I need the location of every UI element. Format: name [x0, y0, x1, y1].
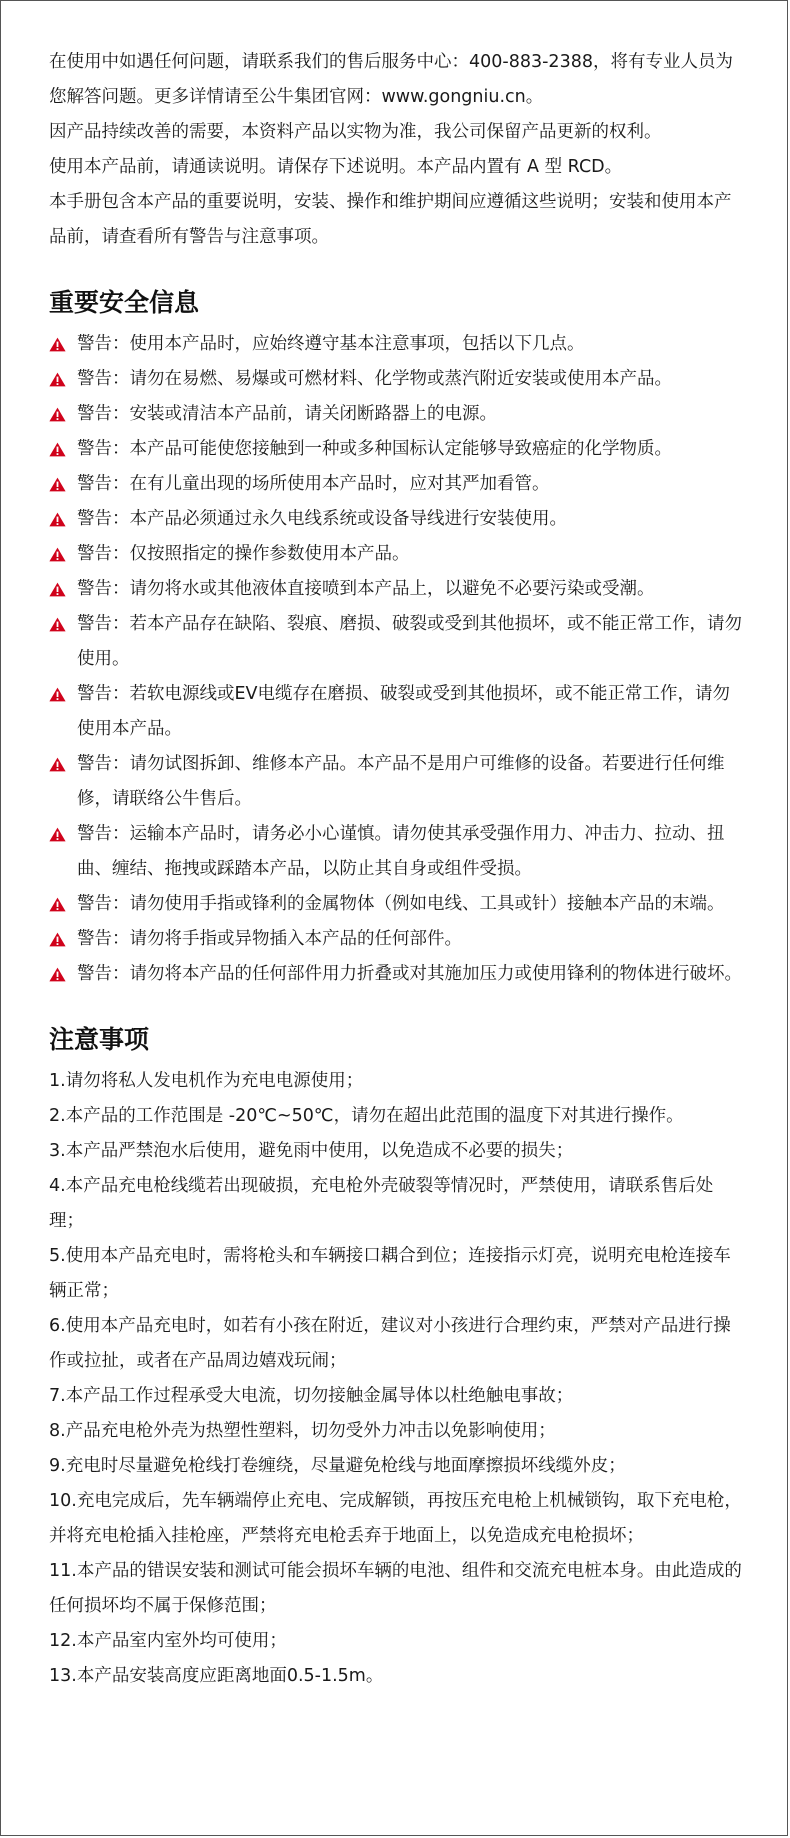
- warning-triangle-icon: [49, 957, 77, 992]
- note-item: 5.使用本产品充电时，需将枪头和车辆接口耦合到位；连接指示灯亮，说明充电枪连接车辆正常；: [49, 1246, 731, 1301]
- warning-triangle-icon: [49, 502, 77, 537]
- warning-item: [49, 467, 745, 502]
- warning-text: 警告：安装或清洁本产品前，请关闭断路器上的电源。: [77, 404, 497, 424]
- warning-text: 警告：请勿使用手指或锋利的金属物体（例如电线、工具或针）接触本产品的末端。: [77, 894, 725, 914]
- warning-text: 警告：请勿试图拆卸、维修本产品。本产品不是用户可维修的设备。若要进行任何维修，请联络公牛售后。: [77, 754, 725, 809]
- note-item: 9.充电时尽量避免枪线打卷缠绕，尽量避免枪线与地面摩擦损坏线缆外皮；: [49, 1456, 626, 1476]
- warning-triangle-icon: [49, 327, 77, 362]
- warning-text: 警告：若软电源线或EV电缆存在磨损、破裂或受到其他损坏，或不能正常工作，请勿使用本产品。: [77, 684, 731, 739]
- note-item: 11.本产品的错误安装和测试可能会损坏车辆的电池、组件和交流充电桩本身。由此造成的任何损坏均不属于保修范围；: [49, 1561, 742, 1616]
- warning-item: [49, 572, 745, 607]
- warning-triangle-icon: [49, 747, 77, 782]
- warning-text: 警告：在有儿童出现的场所使用本产品时，应对其严加看管。: [77, 474, 550, 494]
- note-item: 12.本产品室内室外均可使用；: [49, 1631, 287, 1651]
- warnings-list: [49, 327, 745, 992]
- warning-item: [49, 327, 745, 362]
- warning-text: 警告：使用本产品时，应始终遵守基本注意事项，包括以下几点。: [77, 334, 585, 354]
- warning-text: 警告：仅按照指定的操作参数使用本产品。: [77, 544, 410, 564]
- warning-text: 警告：请勿将本产品的任何部件用力折叠或对其施加压力或使用锋利的物体进行破坏。: [77, 964, 742, 984]
- warning-triangle-icon: [49, 677, 77, 712]
- warning-item: [49, 502, 745, 537]
- warning-item: [49, 607, 745, 677]
- note-item: 10.充电完成后，先车辆端停止充电、完成解锁，再按压充电枪上机械锁钩，取下充电枪，并将充电枪插入挂枪座，严禁将充电枪丢弃于地面上，以免造成充电枪损坏；: [49, 1491, 742, 1546]
- note-item: 3.本产品严禁泡水后使用，避免雨中使用，以免造成不必要的损失；: [49, 1141, 574, 1161]
- warning-item: [49, 677, 745, 747]
- warning-item: [49, 887, 745, 922]
- note-item: 13.本产品安装高度应距离地面0.5-1.5m。: [49, 1666, 384, 1686]
- warning-triangle-icon: [49, 397, 77, 432]
- warning-triangle-icon: [49, 887, 77, 922]
- warning-text: 警告：本产品可能使您接触到一种或多种国标认定能够导致癌症的化学物质。: [77, 439, 672, 459]
- warning-item: [49, 957, 745, 992]
- warning-triangle-icon: [49, 467, 77, 502]
- notes-section-title: 注意事项: [49, 1025, 150, 1054]
- note-item: 6.使用本产品充电时，如若有小孩在附近，建议对小孩进行合理约束，严禁对产品进行操作或拉扯，或者在产品周边嬉戏玩闹；: [49, 1316, 731, 1371]
- warning-item: [49, 817, 745, 887]
- notes-list: [49, 1064, 745, 1694]
- safety-section-title: 重要安全信息: [49, 288, 200, 317]
- warning-text: 警告：请勿将水或其他液体直接喷到本产品上，以避免不必要污染或受潮。: [77, 579, 655, 599]
- warning-text: 警告：请勿将手指或异物插入本产品的任何部件。: [77, 929, 462, 949]
- warning-text: 警告：本产品必须通过永久电线系统或设备导线进行安装使用。: [77, 509, 567, 529]
- warning-item: [49, 362, 745, 397]
- note-item: 7.本产品工作过程承受大电流，切勿接触金属导体以杜绝触电事故；: [49, 1386, 574, 1406]
- intro-paragraph-service: 在使用中如遇任何问题，请联系我们的售后服务中心：400-883-2388，将有专业人员为您解答问题。更多详情请至公牛集团官网：www.gongniu.cn。: [49, 52, 733, 107]
- warning-triangle-icon: [49, 572, 77, 607]
- page-content: [49, 45, 745, 1694]
- warning-item: [49, 432, 745, 467]
- warning-item: [49, 747, 745, 817]
- warning-text: 警告：请勿在易燃、易爆或可燃材料、化学物或蒸汽附近安装或使用本产品。: [77, 369, 672, 389]
- warning-triangle-icon: [49, 432, 77, 467]
- intro-paragraph-manual: 本手册包含本产品的重要说明，安装、操作和维护期间应遵循这些说明；安装和使用本产品前，请查看所有警告与注意事项。: [49, 192, 732, 247]
- warning-text: 警告：若本产品存在缺陷、裂痕、磨损、破裂或受到其他损坏，或不能正常工作，请勿使用。: [77, 614, 742, 669]
- note-item: 8.产品充电枪外壳为热塑性塑料，切勿受外力冲击以免影响使用；: [49, 1421, 556, 1441]
- warning-item: [49, 537, 745, 572]
- warning-triangle-icon: [49, 817, 77, 852]
- warning-text: 警告：运输本产品时，请务必小心谨慎。请勿使其承受强作用力、冲击力、拉动、扭曲、缠结、拖拽或踩踏本产品，以防止其自身或组件受损。: [77, 824, 725, 879]
- note-item: 2.本产品的工作范围是 -20℃~50℃，请勿在超出此范围的温度下对其进行操作。: [49, 1106, 684, 1126]
- intro-paragraph-read: 使用本产品前，请通读说明。请保存下述说明。本产品内置有 A 型 RCD。: [49, 157, 623, 177]
- note-item: 4.本产品充电枪线缆若出现破损，充电枪外壳破裂等情况时，严禁使用，请联系售后处理；: [49, 1176, 714, 1231]
- warning-item: [49, 922, 745, 957]
- warning-triangle-icon: [49, 607, 77, 642]
- intro-paragraph-update: 因产品持续改善的需要，本资料产品以实物为准，我公司保留产品更新的权利。: [49, 122, 662, 142]
- intro-section: [49, 45, 745, 255]
- warning-triangle-icon: [49, 537, 77, 572]
- warning-triangle-icon: [49, 362, 77, 397]
- warning-triangle-icon: [49, 922, 77, 957]
- note-item: 1.请勿将私人发电机作为充电电源使用；: [49, 1071, 364, 1091]
- warning-item: [49, 397, 745, 432]
